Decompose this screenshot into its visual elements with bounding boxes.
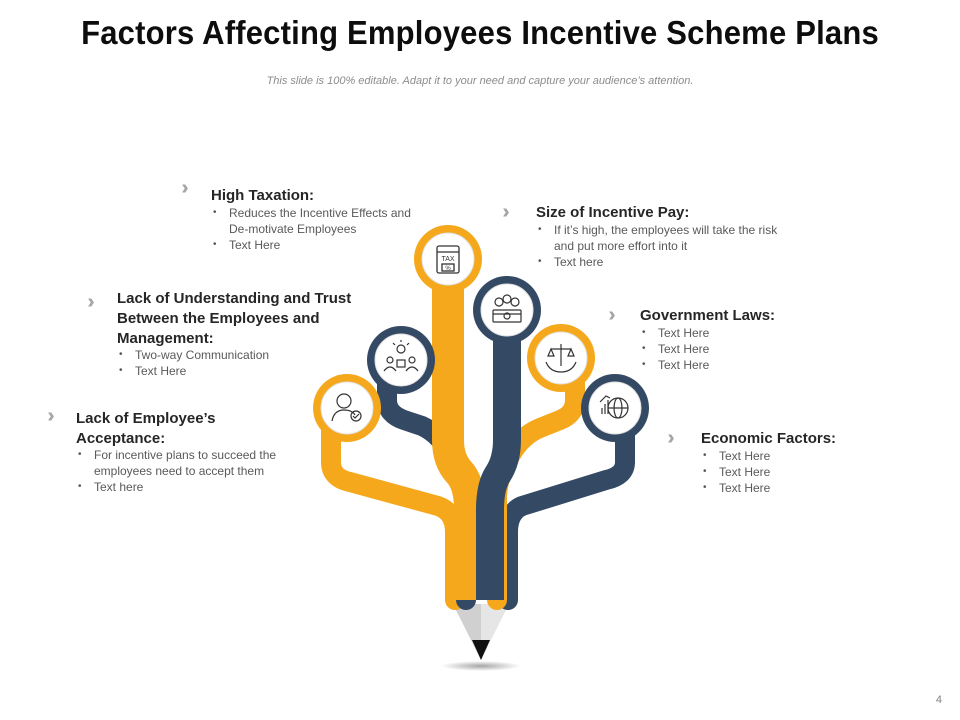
circle-government	[527, 324, 595, 392]
bullet-item: • Text Here	[701, 448, 851, 464]
bullet-item: • Text Here	[640, 341, 790, 357]
bullet-item: • Text here	[76, 479, 304, 495]
bullet-item: • Text Here	[640, 357, 790, 373]
circle-understanding	[367, 326, 435, 394]
bullet-item: • Text here	[536, 254, 786, 270]
bullet-item: • Text Here	[701, 464, 851, 480]
circle-taxation	[414, 225, 482, 293]
bullet-item: • Text Here	[117, 363, 337, 379]
factor-bullets	[211, 205, 411, 253]
factor-heading: Lack of Understanding and Trust Between the Employees and Management:	[117, 290, 352, 347]
factor-heading: Lack of Employee’s Acceptance:	[76, 410, 216, 447]
svg-text:TAX: TAX	[441, 256, 455, 263]
factor-heading: Government Laws:	[640, 307, 776, 324]
factor-heading: Economic Factors:	[701, 430, 837, 447]
factor-bullets	[640, 325, 790, 373]
bullet-item: • Text Here	[211, 237, 411, 253]
factor-bullets	[536, 222, 786, 270]
circle-acceptance	[313, 374, 381, 442]
factor-heading: High Taxation:	[211, 187, 315, 204]
factor-heading: Size of Incentive Pay:	[536, 204, 690, 221]
svg-text:%: %	[445, 266, 451, 272]
factor-bullets	[701, 448, 851, 496]
bullet-item: • Reduces the Incentive Effects and De-motivate Employees	[211, 205, 411, 237]
bullet-item: • Two-way Communication	[117, 347, 337, 363]
factor-bullets	[117, 347, 337, 379]
bullet-item: • Text Here	[640, 325, 790, 341]
page-number: 4	[935, 694, 942, 706]
circle-economic	[581, 374, 649, 442]
pencil-shadow	[441, 661, 521, 671]
circle-incentive-pay	[473, 276, 541, 344]
factor-bullets	[76, 447, 304, 495]
bullet-item: • Text Here	[701, 480, 851, 496]
slide-subtitle: This slide is 100% editable. Adapt it to your need and capture your audience’s attention.	[266, 75, 694, 87]
slide-title: Factors Affecting Employees Incentive Scheme Plans	[81, 14, 879, 51]
bullet-item: • For incentive plans to succeed the employees need to accept them	[76, 447, 304, 479]
bullet-item: • If it’s high, the employees will take the risk and put more effort into it	[536, 222, 786, 254]
pencil-lead	[472, 640, 490, 660]
pencil-wood-shade	[453, 604, 481, 660]
